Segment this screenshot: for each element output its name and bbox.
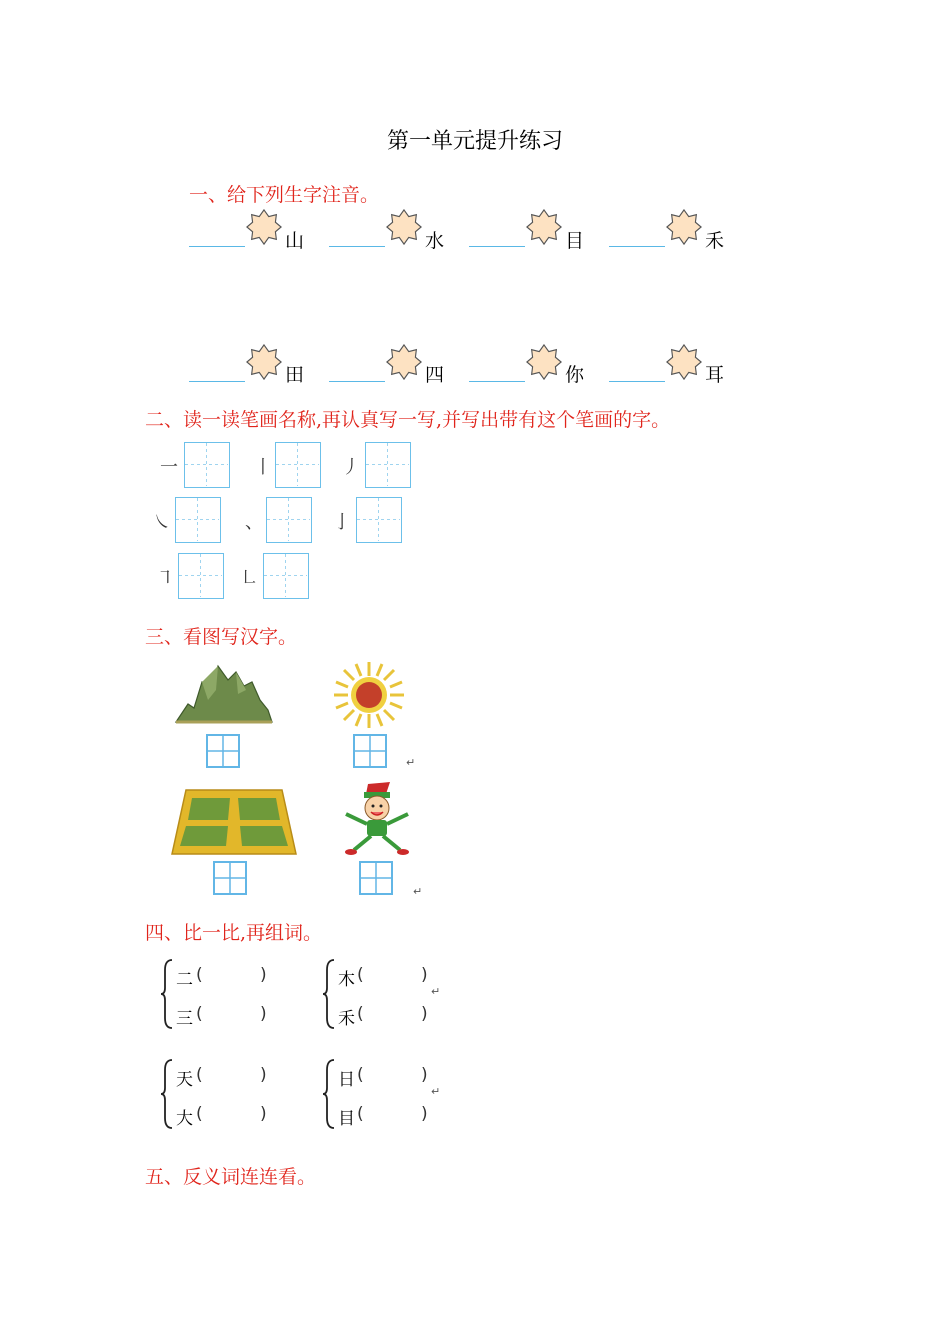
section-1-heading: 一、给下列生字注音。 xyxy=(189,184,380,206)
return-mark: ↵ xyxy=(431,985,441,998)
writing-grid[interactable] xyxy=(275,442,321,488)
paren-open: ( xyxy=(357,1004,364,1024)
star-badge-icon xyxy=(245,343,283,381)
writing-grid[interactable] xyxy=(356,497,402,543)
paren-close: ) xyxy=(421,1065,428,1085)
paren-close: ) xyxy=(260,1104,267,1124)
writing-grid[interactable] xyxy=(266,497,312,543)
paren-open: ( xyxy=(196,965,203,985)
pinyin-blank[interactable] xyxy=(609,381,665,382)
paren-close: ) xyxy=(260,1065,267,1085)
return-mark: ↵ xyxy=(431,1085,441,1098)
answer-box[interactable] xyxy=(353,734,387,768)
pinyin-blank[interactable] xyxy=(469,381,525,382)
stroke-label: ㇕ xyxy=(156,568,174,589)
writing-grid[interactable] xyxy=(178,553,224,599)
section-2-heading: 二、读一读笔画名称,再认真写一写,并写出带有这个笔画的字。 xyxy=(145,409,671,431)
brace-icon xyxy=(160,1058,174,1130)
brace-icon xyxy=(322,958,336,1030)
star-badge-icon xyxy=(245,208,283,246)
pinyin-blank[interactable] xyxy=(189,381,245,382)
stroke-label: ㇏ xyxy=(153,512,171,533)
compare-char: 二 xyxy=(176,970,193,990)
answer-box[interactable] xyxy=(206,734,240,768)
star-badge-icon xyxy=(525,343,563,381)
char-label: 目 xyxy=(565,230,585,252)
section-3-heading: 三、看图写汉字。 xyxy=(145,626,298,648)
compare-char: 木 xyxy=(338,970,355,990)
compare-char: 三 xyxy=(176,1009,193,1029)
section-5-heading: 五、反义词连连看。 xyxy=(145,1166,317,1188)
writing-grid[interactable] xyxy=(263,553,309,599)
compare-char: 目 xyxy=(338,1109,355,1129)
star-badge-icon xyxy=(525,208,563,246)
compare-char: 日 xyxy=(338,1070,355,1090)
char-label: 水 xyxy=(425,230,445,252)
char-label: 你 xyxy=(565,364,585,386)
pinyin-blank[interactable] xyxy=(329,246,385,247)
paren-open: ( xyxy=(196,1065,203,1085)
stroke-label: 丿 xyxy=(342,457,360,478)
paren-open: ( xyxy=(357,965,364,985)
sun-picture xyxy=(330,660,408,730)
pinyin-blank[interactable] xyxy=(609,246,665,247)
paren-open: ( xyxy=(357,1065,364,1085)
compare-char: 禾 xyxy=(338,1009,355,1029)
compare-char: 大 xyxy=(176,1109,193,1129)
char-label: 山 xyxy=(285,230,305,252)
stroke-label: ㇗ xyxy=(240,568,258,589)
answer-box[interactable] xyxy=(213,861,247,895)
stroke-label: 丨 xyxy=(254,457,272,478)
star-badge-icon xyxy=(665,343,703,381)
mountain-picture xyxy=(172,660,274,726)
paren-close: ) xyxy=(421,1004,428,1024)
star-badge-icon xyxy=(385,343,423,381)
star-badge-icon xyxy=(665,208,703,246)
paren-open: ( xyxy=(357,1104,364,1124)
answer-box[interactable] xyxy=(359,861,393,895)
pinyin-blank[interactable] xyxy=(469,246,525,247)
paren-close: ) xyxy=(260,965,267,985)
paren-close: ) xyxy=(421,1104,428,1124)
pinyin-blank[interactable] xyxy=(189,246,245,247)
char-label: 田 xyxy=(285,364,305,386)
compare-char: 天 xyxy=(176,1070,193,1090)
person-picture xyxy=(340,780,414,860)
page-title: 第一单元提升练习 xyxy=(386,129,563,154)
section-4-heading: 四、比一比,再组词。 xyxy=(145,922,323,944)
brace-icon xyxy=(322,1058,336,1130)
writing-grid[interactable] xyxy=(184,442,230,488)
char-label: 禾 xyxy=(705,230,725,252)
char-label: 四 xyxy=(425,364,445,386)
return-mark: ↵ xyxy=(406,756,416,769)
paren-close: ) xyxy=(421,965,428,985)
paren-open: ( xyxy=(196,1004,203,1024)
return-mark: ↵ xyxy=(413,885,423,898)
paren-open: ( xyxy=(196,1104,203,1124)
pinyin-blank[interactable] xyxy=(329,381,385,382)
writing-grid[interactable] xyxy=(175,497,221,543)
writing-grid[interactable] xyxy=(365,442,411,488)
char-label: 耳 xyxy=(705,364,725,386)
field-picture xyxy=(170,786,298,858)
brace-icon xyxy=(160,958,174,1030)
paren-close: ) xyxy=(260,1004,267,1024)
stroke-label: 、 xyxy=(245,512,263,533)
star-badge-icon xyxy=(385,208,423,246)
stroke-label: 亅 xyxy=(333,512,351,533)
stroke-label: 一 xyxy=(160,457,178,478)
